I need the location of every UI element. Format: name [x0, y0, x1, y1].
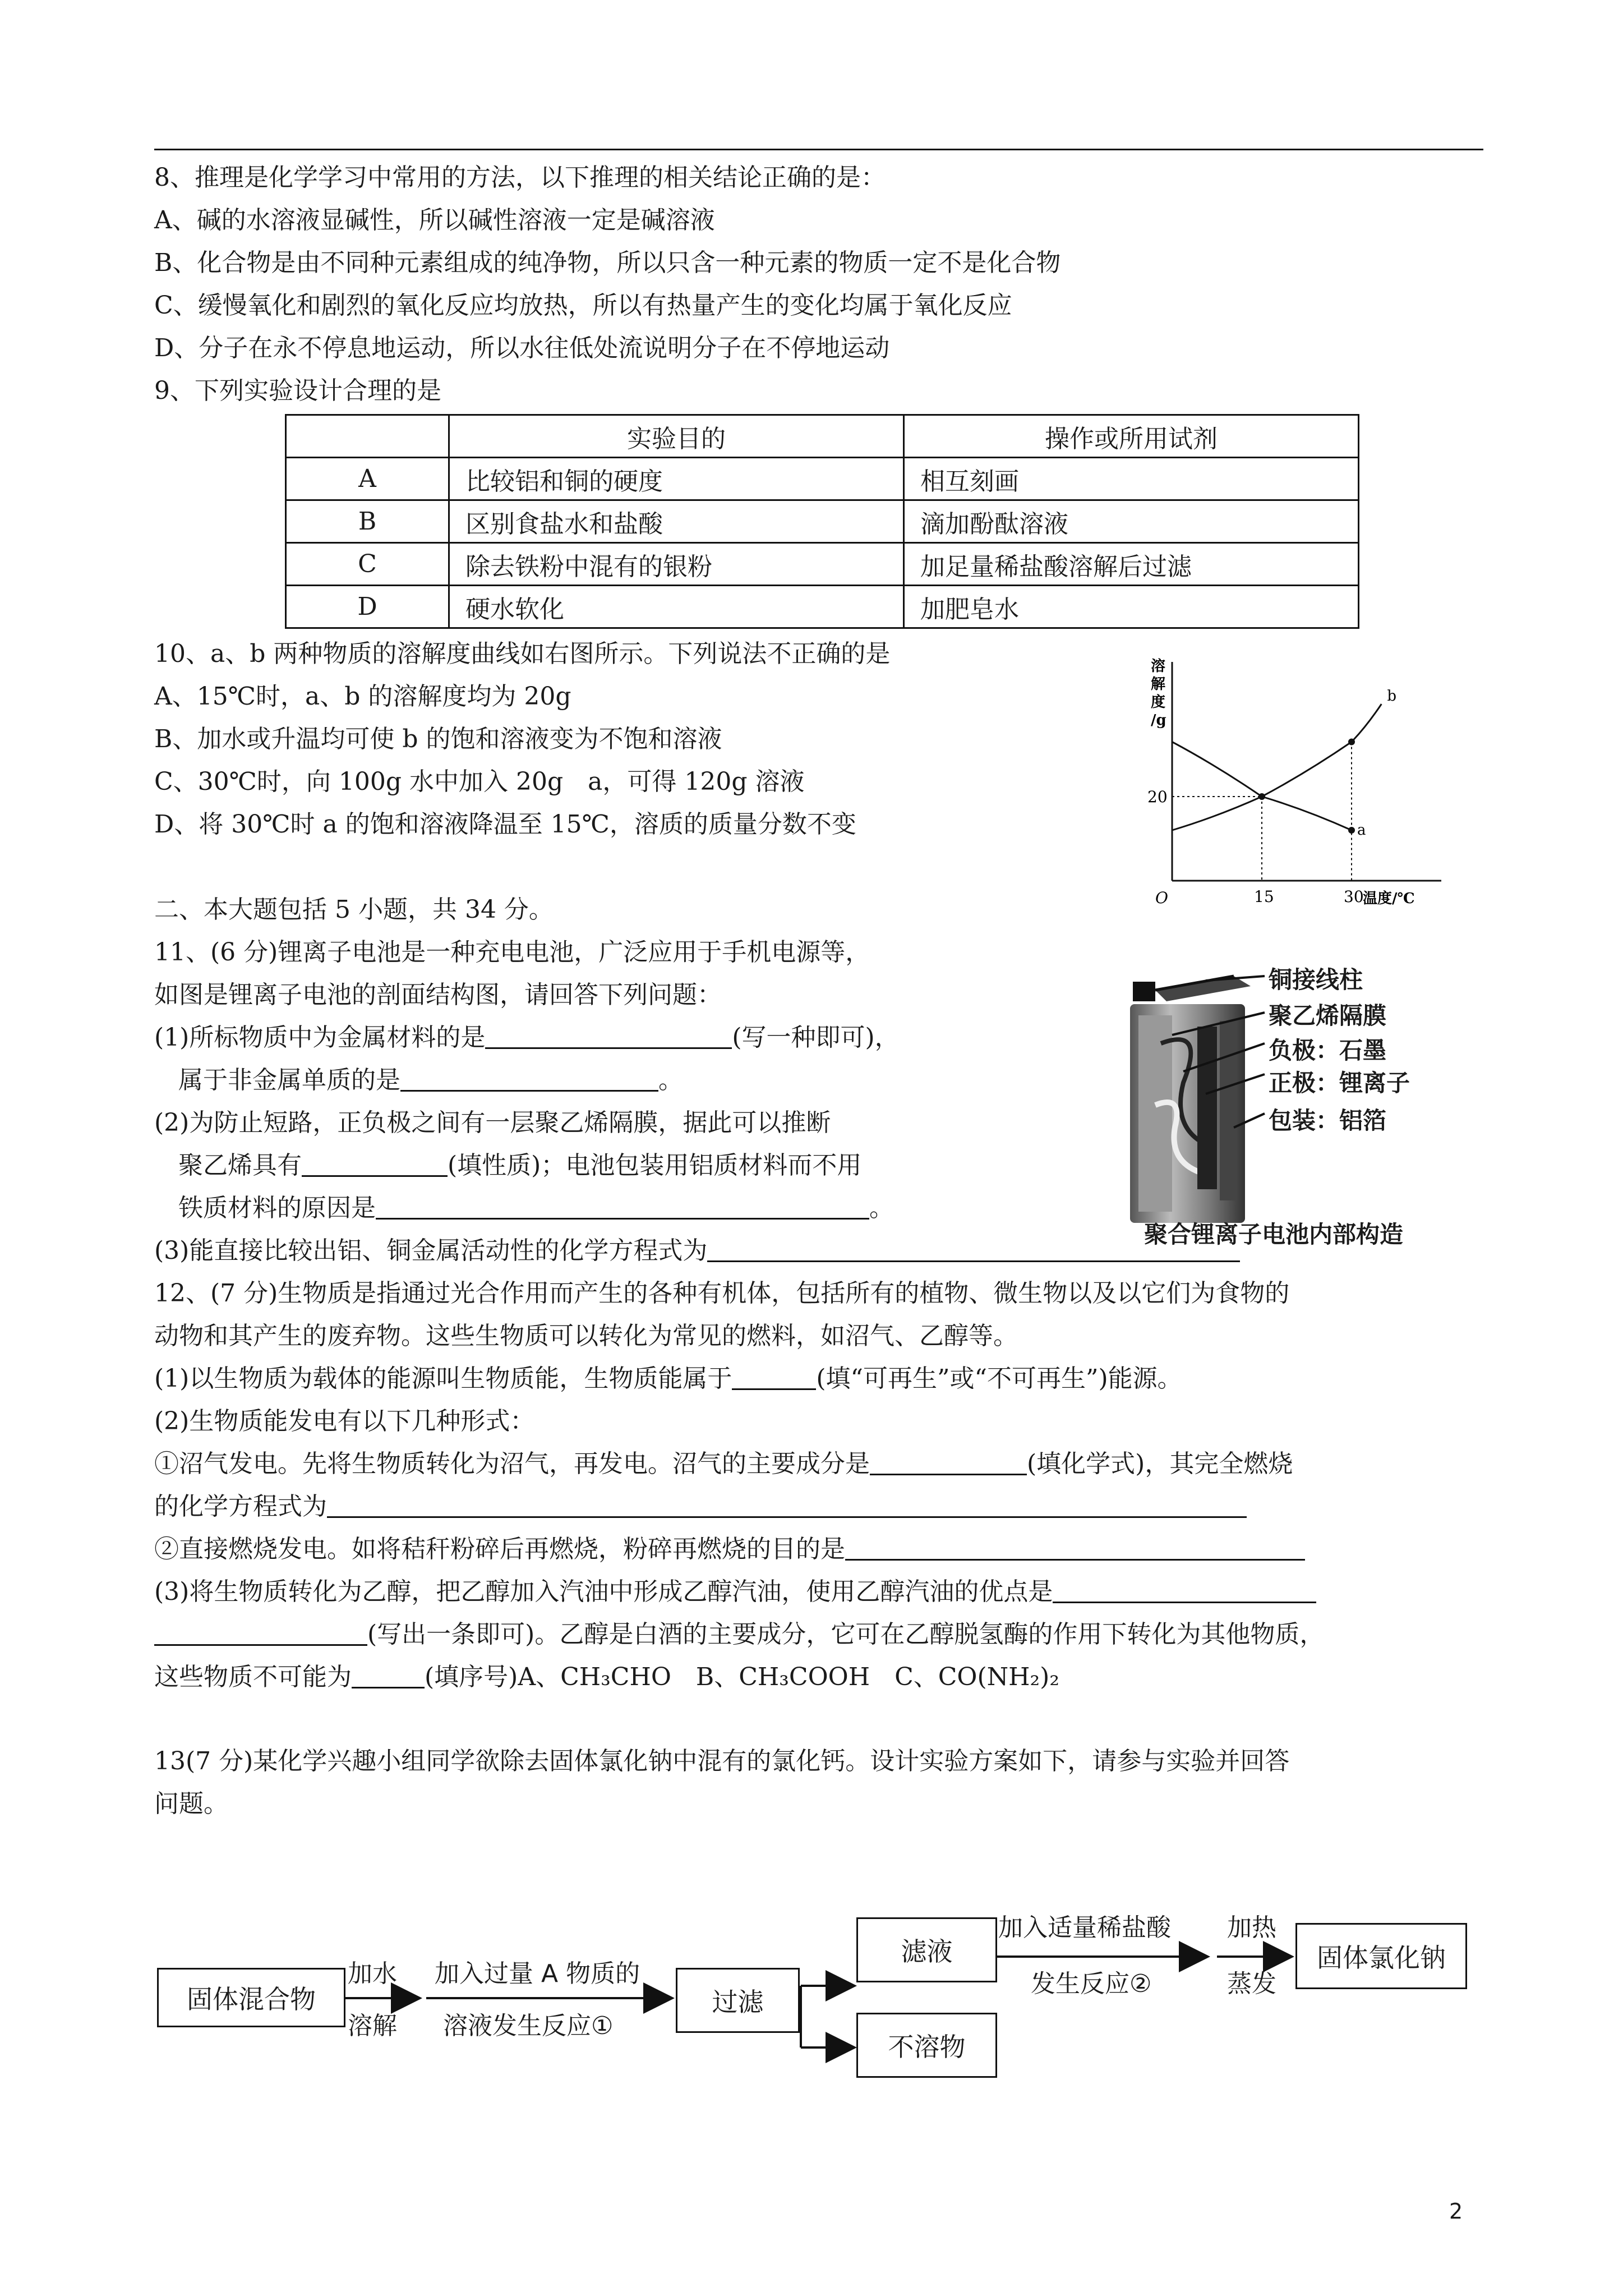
- table-cell: 加肥皂水: [904, 586, 1359, 628]
- chart-y-tick: 20: [1147, 788, 1168, 806]
- q12-text: (3)将生物质转化为乙醇，把乙醇加入汽油中形成乙醇汽油，使用乙醇汽油的优点是: [154, 1577, 1053, 1606]
- flow-label: 溶解: [348, 2012, 397, 2040]
- table-cell: D: [286, 586, 449, 628]
- q11-line-1: 11、(6 分)锂离子电池是一种充电电池，广泛应用于手机电源等，: [154, 938, 870, 967]
- flow-label: 蒸发: [1227, 1970, 1276, 1998]
- q13-line-2: 问题。: [154, 1789, 228, 1818]
- q10-option-d: D、将 30℃时 a 的饱和溶液降温至 15℃，溶质的质量分数不变: [154, 810, 856, 839]
- flow-box-solid-nacl: 固体氯化钠: [1295, 1923, 1467, 1989]
- q12-text: 的化学方程式为: [154, 1492, 327, 1521]
- figure-label: 正极：锂离子: [1269, 1069, 1410, 1097]
- table-cell: B: [286, 500, 449, 543]
- q11-text: 聚乙烯具有: [178, 1151, 302, 1180]
- chart-xlabel: 温度/℃: [1363, 890, 1415, 907]
- q12-line-1: 12、(7 分)生物质是指通过光合作用而产生的各种有机体，包括所有的植物、微生物以及以它们为食物的: [154, 1279, 1290, 1308]
- q8-stem: 8、推理是化学学习中常用的方法，以下推理的相关结论正确的是：: [154, 163, 886, 192]
- flow-label: 加入过量 A 物质的: [435, 1959, 640, 1988]
- flow-label: 加入适量稀盐酸: [998, 1913, 1171, 1942]
- q12-text: (填序号)A、CH₃CHO B、CH₃COOH C、CO(NH₂)₂: [425, 1663, 1059, 1691]
- q11-text: 。: [658, 1066, 683, 1094]
- q10-option-a: A、15℃时，a、b 的溶解度均为 20g: [154, 682, 571, 711]
- q11-text: 。: [869, 1194, 894, 1222]
- q12-text: ②直接燃烧发电。如将秸秆粉碎后再燃烧，粉碎再燃烧的目的是: [154, 1535, 845, 1563]
- q12-line-2: 动物和其产生的废弃物。这些生物质可以转化为常见的燃料，如沼气、乙醇等。: [154, 1322, 1018, 1350]
- chart-x-tick: 30: [1344, 887, 1364, 906]
- q11-text: 铁质材料的原因是: [178, 1194, 376, 1222]
- q11-line-2: 如图是锂离子电池的剖面结构图，请回答下列问题：: [154, 981, 722, 1009]
- q9-stem: 9、下列实验设计合理的是: [154, 376, 441, 405]
- figure-label: 铜接线柱: [1269, 966, 1363, 993]
- q11-text: (1)所标物质中为金属材料的是: [154, 1023, 486, 1052]
- table-cell: 比较铝和铜的硬度: [449, 458, 904, 500]
- q8-option-d: D、分子在永不停息地运动，所以水往低处流说明分子在不停地运动: [154, 334, 890, 362]
- section-heading: 二、本大题包括 5 小题，共 34 分。: [154, 895, 554, 924]
- chart-series-label: b: [1387, 688, 1396, 705]
- q8-option-a: A、碱的水溶液显碱性，所以碱性溶液一定是碱溶液: [154, 206, 715, 234]
- q10-stem: 10、a、b 两种物质的溶解度曲线如右图所示。下列说法不正确的是: [154, 639, 891, 668]
- flow-label: 发生反应②: [1031, 1970, 1152, 1998]
- q12-line-4: (2)生物质能发电有以下几种形式：: [154, 1407, 535, 1435]
- table-cell: 相互刻画: [904, 458, 1359, 500]
- q11-text: 属于非金属单质的是: [178, 1066, 400, 1094]
- table-header-cell: 实验目的: [449, 415, 904, 458]
- q10-option-b: B、加水或升温均可使 b 的饱和溶液变为不饱和溶液: [154, 725, 722, 753]
- flow-label: 溶液发生反应①: [443, 2012, 614, 2040]
- chart-ylabel: 解: [1151, 676, 1166, 693]
- q12-text: ①沼气发电。先将生物质转化为沼气，再发电。沼气的主要成分是: [154, 1450, 870, 1478]
- q12-text: (1)以生物质为载体的能源叫生物质能，生物质能属于: [154, 1364, 732, 1393]
- q12-text: 这些物质不可能为: [154, 1663, 352, 1691]
- figure-label: 包装：铝箔: [1269, 1107, 1387, 1134]
- q11-line-5: (2)为防止短路，正负极之间有一层聚乙烯隔膜，据此可以推断: [154, 1108, 831, 1137]
- chart-ylabel: 度: [1151, 694, 1166, 711]
- chart-series-label: a: [1357, 822, 1366, 839]
- table-cell: 硬水软化: [449, 586, 904, 628]
- table-cell: 加足量稀盐酸溶解后过滤: [904, 543, 1359, 586]
- figure-label: 聚乙烯隔膜: [1269, 1002, 1387, 1029]
- chart-ylabel: /g: [1151, 712, 1166, 729]
- q11-text: (写一种即可)，: [732, 1023, 900, 1052]
- flow-box-filter: 过滤: [676, 1968, 800, 2033]
- table-cell: A: [286, 458, 449, 500]
- flow-label: 加热: [1227, 1913, 1276, 1942]
- q11-text: (填性质)；电池包装用铝质材料而不用: [448, 1151, 862, 1180]
- flow-box-solid-mixture: 固体混合物: [157, 1968, 345, 2027]
- table-cell: 区别食盐水和盐酸: [449, 500, 904, 543]
- page-number: 2: [1449, 2199, 1463, 2224]
- figure-label: 负极：石墨: [1269, 1037, 1387, 1064]
- chart-x-tick: 15: [1254, 887, 1274, 906]
- q12-text: (填化学式)，其完全燃烧: [1027, 1450, 1293, 1478]
- flow-box-insoluble: 不溶物: [856, 2013, 997, 2078]
- q10-option-c: C、30℃时，向 100g 水中加入 20g a，可得 120g 溶液: [154, 767, 805, 796]
- table-cell: 滴加酚酞溶液: [904, 500, 1359, 543]
- table-cell: 除去铁粉中混有的银粉: [449, 543, 904, 586]
- chart-origin-label: O: [1155, 889, 1168, 907]
- q8-option-c: C、缓慢氧化和剧烈的氧化反应均放热，所以有热量产生的变化均属于氧化反应: [154, 291, 1012, 320]
- table-cell: C: [286, 543, 449, 586]
- figure-caption: 聚合锂离子电池内部构造: [1144, 1221, 1404, 1248]
- q11-text: (3)能直接比较出铝、铜金属活动性的化学方程式为: [154, 1236, 708, 1265]
- q12-text: (写出一条即可)。乙醇是白酒的主要成分，它可在乙醇脱氢酶的作用下转化为其他物质，: [367, 1620, 1325, 1649]
- table-header-cell: 操作或所用试剂: [904, 415, 1359, 458]
- q13-line-1: 13(7 分)某化学兴趣小组同学欲除去固体氯化钠中混有的氯化钙。设计实验方案如下，请参与实验并回答: [154, 1747, 1290, 1775]
- flow-label: 加水: [348, 1959, 397, 1988]
- q8-option-b: B、化合物是由不同种元素组成的纯净物，所以只含一种元素的物质一定不是化合物: [154, 249, 1061, 277]
- chart-ylabel: 溶: [1151, 658, 1166, 675]
- flow-box-filtrate: 滤液: [856, 1917, 997, 1982]
- q12-text: (填“可再生”或“不可再生”)能源。: [816, 1364, 1182, 1393]
